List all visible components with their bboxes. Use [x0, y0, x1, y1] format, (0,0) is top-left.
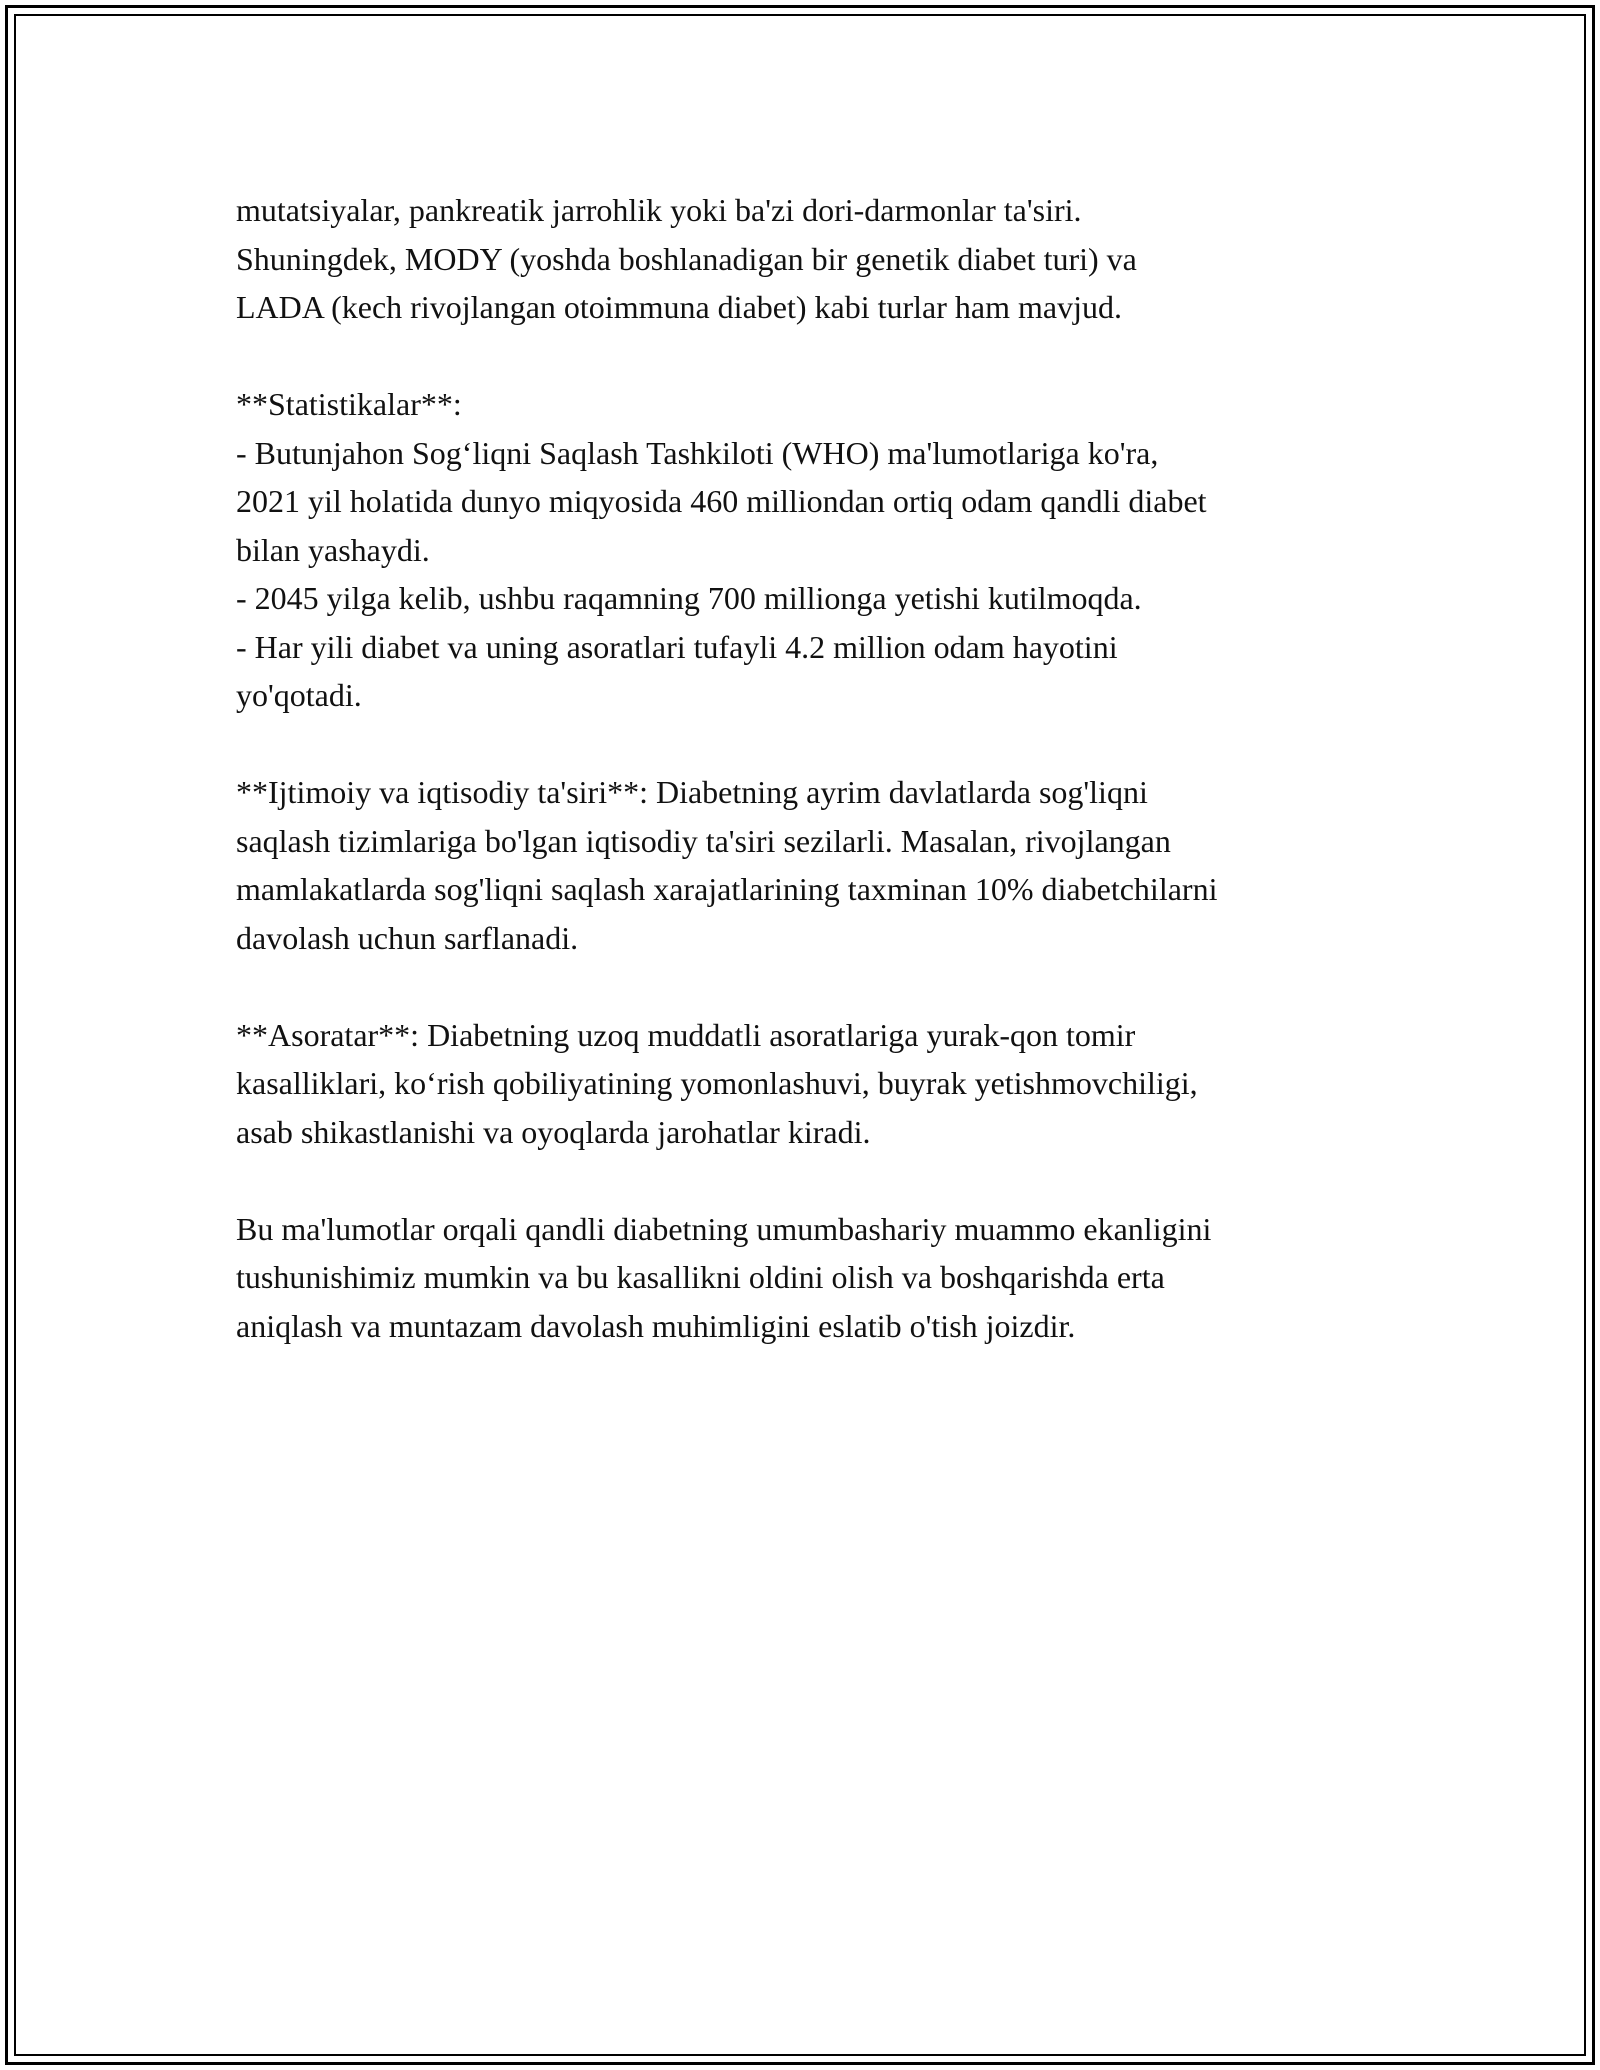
text-line: tushunishimiz mumkin va bu kasallikni oldini olish va boshqarishda erta	[236, 1259, 1165, 1295]
paragraph-complications	[236, 1011, 1386, 1157]
text-line: yo'qotadi.	[236, 677, 362, 713]
text-line: 2021 yil holatida dunyo miqyosida 460 milliondan ortiq odam qandli diabet	[236, 483, 1207, 519]
text-line: mamlakatlarda sog'liqni saqlash xarajatlarining taxminan 10% diabetchilarni	[236, 871, 1218, 907]
paragraph-social-economic-impact	[236, 768, 1386, 962]
text-line: saqlash tizimlariga bo'lgan iqtisodiy ta'siri sezilarli. Masalan, rivojlangan	[236, 822, 1171, 859]
text-line: LADA (kech rivojlangan otoimmuna diabet) kabi turlar ham mavjud.	[236, 289, 1122, 325]
document-body	[236, 186, 1386, 1399]
text-line: aniqlash va muntazam davolash muhimligini eslatib o'tish joizdir.	[236, 1307, 1076, 1344]
text-line: - Butunjahon Sog‘liqni Saqlash Tashkiloti (WHO) ma'lumotlariga ko'ra,	[236, 434, 1159, 471]
text-line: **Ijtimoiy va iqtisodiy ta'siri**: Diabetning ayrim davlatlarda sog'liqni	[236, 774, 1148, 810]
paragraph-conclusion	[236, 1205, 1386, 1351]
text-line: - Har yili diabet va uning asoratlari tufayli 4.2 million odam hayotini	[236, 628, 1118, 665]
text-line: asab shikastlanishi va oyoqlarda jarohatlar kiradi.	[236, 1113, 871, 1150]
paragraph-diabetes-types	[236, 186, 1386, 332]
text-line: bilan yashaydi.	[236, 531, 430, 568]
paragraph-statistics	[236, 380, 1386, 720]
text-line: mutatsiyalar, pankreatik jarrohlik yoki ba'zi dori-darmonlar ta'siri.	[236, 192, 1082, 228]
section-heading-statistics: **Statistikalar**:	[236, 386, 462, 422]
text-line: Bu ma'lumotlar orqali qandli diabetning umumbashariy muammo ekanligini	[236, 1210, 1212, 1247]
text-line: **Asoratar**: Diabetning uzoq muddatli asoratlariga yurak-qon tomir	[236, 1016, 1136, 1053]
text-line: kasalliklari, ko‘rish qobiliyatining yomonlashuvi, buyrak yetishmovchiligi,	[236, 1065, 1198, 1101]
text-line: Shuningdek, MODY (yoshda boshlanadigan bir genetik diabet turi) va	[236, 240, 1137, 277]
text-line: - 2045 yilga kelib, ushbu raqamning 700 millionga yetishi kutilmoqda.	[236, 580, 1142, 616]
text-line: davolash uchun sarflanadi.	[236, 919, 579, 956]
